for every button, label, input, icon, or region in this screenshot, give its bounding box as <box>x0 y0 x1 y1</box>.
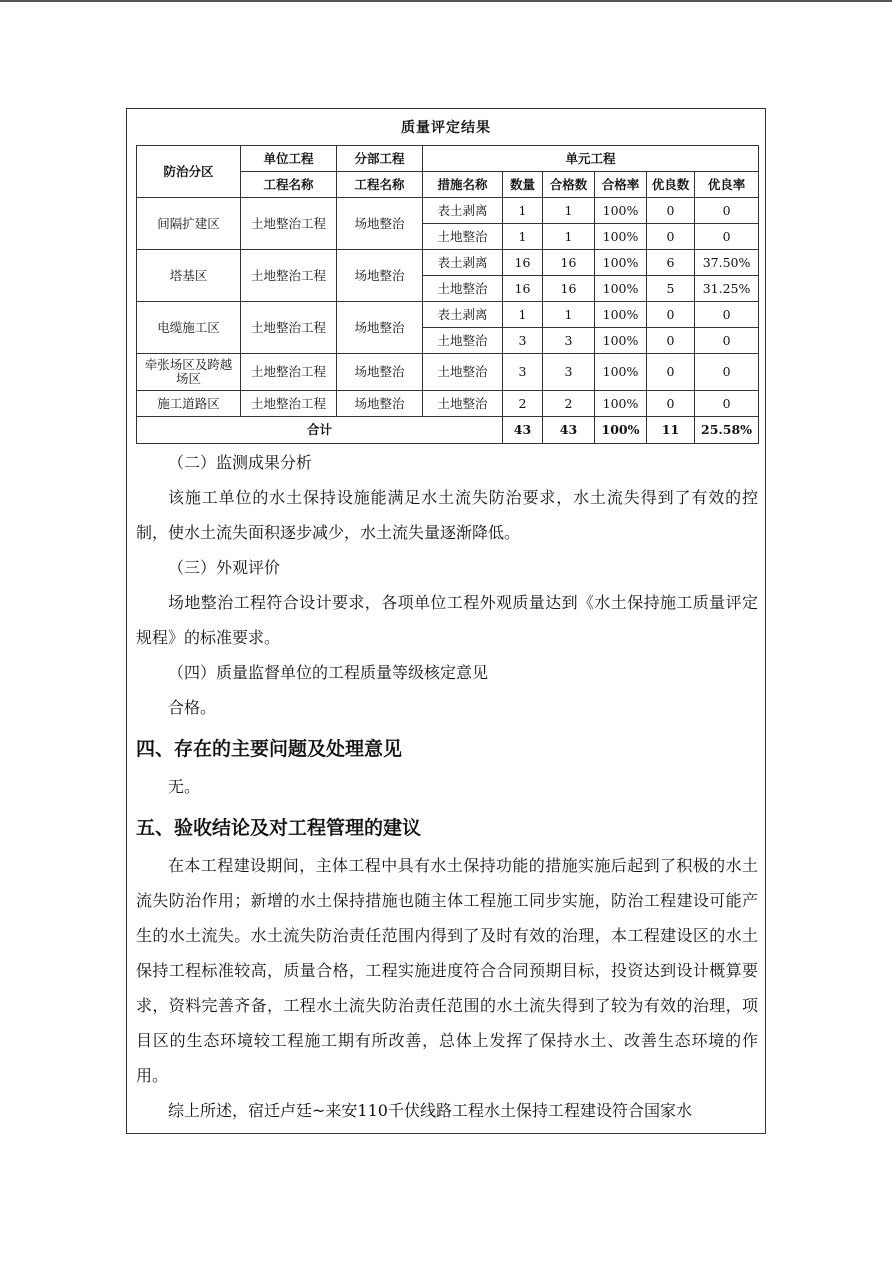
table-row <box>137 250 759 276</box>
header-zone: 防治分区 <box>137 146 241 198</box>
excellent-rate-cell: 0 <box>695 328 759 354</box>
qualified-rate-cell: 100% <box>595 391 647 417</box>
measure-cell: 土地整治 <box>423 328 503 354</box>
excellent-rate-cell: 0 <box>695 198 759 224</box>
header-measure-name: 措施名称 <box>423 172 503 198</box>
excellent-cell: 0 <box>647 391 695 417</box>
unit-cell: 土地整治工程 <box>241 391 337 417</box>
zone-cell: 间隔扩建区 <box>137 198 241 250</box>
division-cell: 场地整治 <box>337 198 423 250</box>
excellent-rate-cell: 31.25% <box>695 276 759 302</box>
excellent-cell: 0 <box>647 198 695 224</box>
header-qualified-rate: 合格率 <box>595 172 647 198</box>
measure-cell: 土地整治 <box>423 224 503 250</box>
qualified-rate-cell: 100% <box>595 276 647 302</box>
zone-cell: 牵张场区及跨越场区 <box>137 354 241 391</box>
excellent-cell: 0 <box>647 302 695 328</box>
table-row <box>137 354 759 391</box>
table-row <box>137 198 759 224</box>
paragraph-conclusion: 在本工程建设期间，主体工程中具有水土保持功能的措施实施后起到了积极的水土流失防治作用；新增的水土保持措施也随主体工程施工同步实施，防治工程建设可能产生的水土流失。水土流失防治责任范围内得到了及时有效的治理，本工程建设区的水土保持工程标准较高，质量合格，工程实施进度符合合同预期目标，投资达到设计概算要求，资料完善齐备，工程水土流失防治责任范围的水土流失得到了较为有效的治理，项目区的生态环境较工程施工期有所改善，总体上发挥了保持水土、改善生态环境的作用。 <box>136 856 758 1085</box>
header-division-project: 分部工程 <box>337 146 423 172</box>
header-excellent: 优良数 <box>647 172 695 198</box>
content-frame <box>126 108 766 1134</box>
qualified-cell: 3 <box>543 354 595 391</box>
unit-cell: 土地整治工程 <box>241 354 337 391</box>
qualified-rate-cell: 100% <box>595 302 647 328</box>
subsection-heading-appearance: （三）外观评价 <box>168 558 281 577</box>
subsection-heading-supervision: （四）质量监督单位的工程质量等级核定意见 <box>168 663 489 682</box>
qualified-cell: 1 <box>543 224 595 250</box>
table-header-row <box>137 146 759 172</box>
measure-cell: 表土剥离 <box>423 198 503 224</box>
measure-cell: 土地整治 <box>423 354 503 391</box>
measure-cell: 表土剥离 <box>423 302 503 328</box>
excellent-rate-cell: 0 <box>695 224 759 250</box>
excellent-rate-cell: 37.50% <box>695 250 759 276</box>
table-row <box>137 302 759 328</box>
division-cell: 场地整治 <box>337 391 423 417</box>
paragraph-supervision: 合格。 <box>168 698 217 717</box>
page-top-rule <box>0 0 892 2</box>
qualified-cell: 1 <box>543 198 595 224</box>
qualified-cell: 16 <box>543 276 595 302</box>
table-title: 质量评定结果 <box>401 120 491 136</box>
excellent-cell: 5 <box>647 276 695 302</box>
total-qualified-rate: 100% <box>595 417 647 444</box>
measure-cell: 土地整治 <box>423 276 503 302</box>
unit-cell: 土地整治工程 <box>241 250 337 302</box>
qualified-rate-cell: 100% <box>595 354 647 391</box>
report-body <box>136 445 758 1128</box>
measure-cell: 土地整治 <box>423 391 503 417</box>
count-cell: 3 <box>503 354 543 391</box>
header-count: 数量 <box>503 172 543 198</box>
total-count: 43 <box>503 417 543 444</box>
excellent-cell: 0 <box>647 328 695 354</box>
quality-evaluation-table <box>136 145 759 444</box>
count-cell: 3 <box>503 328 543 354</box>
header-unit-project: 单位工程 <box>241 146 337 172</box>
paragraph-summary: 综上所述，宿迁卢廷~来安110千伏线路工程水土保持工程建设符合国家水 <box>168 1101 692 1120</box>
count-cell: 16 <box>503 276 543 302</box>
division-cell: 场地整治 <box>337 250 423 302</box>
excellent-cell: 0 <box>647 224 695 250</box>
paragraph-problems: 无。 <box>168 777 201 796</box>
zone-cell: 塔基区 <box>137 250 241 302</box>
count-cell: 1 <box>503 302 543 328</box>
qualified-rate-cell: 100% <box>595 328 647 354</box>
section-heading-problems: 四、存在的主要问题及处理意见 <box>136 738 403 760</box>
total-qualified: 43 <box>543 417 595 444</box>
excellent-rate-cell: 0 <box>695 391 759 417</box>
count-cell: 16 <box>503 250 543 276</box>
table-total-row <box>137 417 759 444</box>
qualified-rate-cell: 100% <box>595 224 647 250</box>
section-heading-conclusion: 五、验收结论及对工程管理的建议 <box>136 817 422 839</box>
count-cell: 2 <box>503 391 543 417</box>
qualified-rate-cell: 100% <box>595 250 647 276</box>
header-element-project: 单元工程 <box>423 146 759 172</box>
header-division-name: 工程名称 <box>337 172 423 198</box>
header-qualified: 合格数 <box>543 172 595 198</box>
total-label: 合计 <box>137 417 503 444</box>
paragraph-appearance: 场地整治工程符合设计要求，各项单位工程外观质量达到《水土保持施工质量评定规程》的标准要求。 <box>136 593 758 647</box>
unit-cell: 土地整治工程 <box>241 302 337 354</box>
measure-cell: 表土剥离 <box>423 250 503 276</box>
unit-cell: 土地整治工程 <box>241 198 337 250</box>
paragraph-monitoring: 该施工单位的水土保持设施能满足水土流失防治要求，水土流失得到了有效的控制，使水土流失面积逐步减少，水土流失量逐渐降低。 <box>136 488 758 542</box>
total-excellent: 11 <box>647 417 695 444</box>
table-row <box>137 391 759 417</box>
qualified-cell: 16 <box>543 250 595 276</box>
division-cell: 场地整治 <box>337 302 423 354</box>
total-excellent-rate: 25.58% <box>695 417 759 444</box>
header-project-name: 工程名称 <box>241 172 337 198</box>
subsection-heading-monitoring: （二）监测成果分析 <box>168 453 313 472</box>
header-excellent-rate: 优良率 <box>695 172 759 198</box>
excellent-cell: 6 <box>647 250 695 276</box>
excellent-rate-cell: 0 <box>695 302 759 328</box>
count-cell: 1 <box>503 198 543 224</box>
qualified-cell: 3 <box>543 328 595 354</box>
count-cell: 1 <box>503 224 543 250</box>
qualified-cell: 2 <box>543 391 595 417</box>
zone-cell: 施工道路区 <box>137 391 241 417</box>
qualified-rate-cell: 100% <box>595 198 647 224</box>
excellent-rate-cell: 0 <box>695 354 759 391</box>
excellent-cell: 0 <box>647 354 695 391</box>
division-cell: 场地整治 <box>337 354 423 391</box>
zone-cell: 电缆施工区 <box>137 302 241 354</box>
qualified-cell: 1 <box>543 302 595 328</box>
